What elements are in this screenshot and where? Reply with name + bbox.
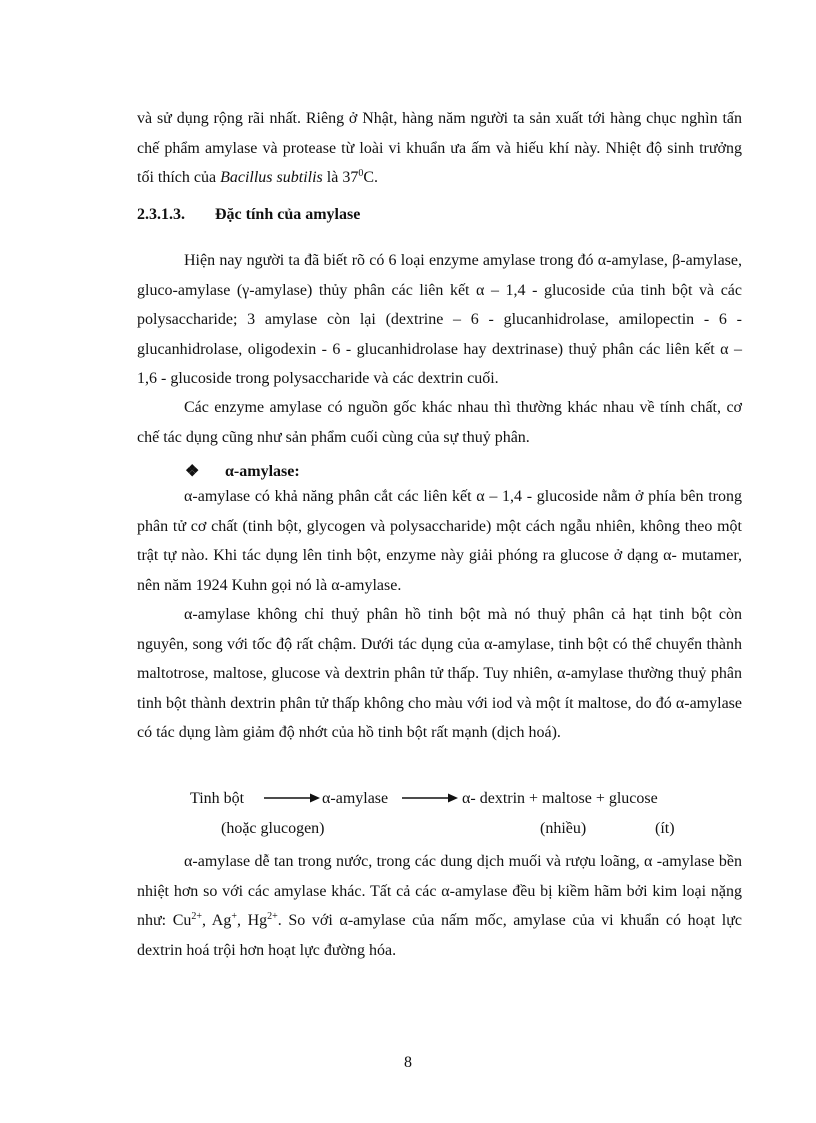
paragraph-alpha-cleavage: α-amylase có khả năng phân cắt các liên kết α – 1,4 - glucoside nằm ở phía bên trong phân tử cơ chất (tinh bột, glycogen và polysaccharide) một cách ngẫu nhiên, không theo một trật tự nào. Khi tác dụng lên tinh bột, enzyme này giải phóng ra glucose ở dạng α- mutamer, nên năm 1924 Kuhn gọi nó là α-amylase. (137, 488, 742, 594)
bullet-label: α-amylase: (225, 463, 300, 480)
intro-line-3-prefix: Nhiệt độ sinh trưởng tối thích của (137, 139, 743, 186)
degree-superscript: 0 (358, 168, 364, 179)
paragraph-alpha-properties (137, 847, 742, 965)
silver-symbol: , Ag (202, 912, 232, 929)
section-title: Đặc tính của amylase (215, 206, 361, 223)
mercury-charge: 2+ (267, 911, 278, 922)
reaction-note-few: (ít) (655, 820, 675, 837)
paragraph-alpha-hydrolysis: α-amylase không chỉ thuỷ phân hồ tinh bột mà nó thuỷ phân cả hạt tinh bột còn nguyên, song với tốc độ rất chậm. Dưới tác dụng của α-amylase, tinh bột có thể chuyển thành maltotrose, maltose, glucose và dextrin phân tử thấp. Tuy nhiên, α-amylase thường thuỷ phân tinh bột thành dextrin phân tử thấp không cho màu với iod và một ít maltose, do đó α-amylase có tác dụng làm giảm độ nhớt của hồ tinh bột rất mạnh (dịch hoá). (137, 606, 742, 741)
reaction-products: α- dextrin + maltose + glucose (462, 790, 658, 807)
reaction-note-many: (nhiều) (540, 820, 587, 837)
paragraph-amylase-origin: Các enzyme amylase có nguồn gốc khác nhau thì thường khác nhau về tính chất, cơ chế tác dụng cũng như sản phẩm cuối cùng của sự thuỷ phân. (137, 399, 742, 446)
intro-line-2: nghìn tấn chế phẩm amylase và protease từ loài vi khuẩn ưa ấm và hiếu khí này. (137, 110, 742, 157)
copper-charge: 2+ (191, 911, 203, 922)
properties-text: α-amylase dễ tan trong nước, trong các dung dịch muối và rượu loãng, α -amylase bền nhiệt hơn so với các amylase khác. Tất cả các α-amylase đều bị kiềm hãm bởi kim loại nặng như: Cu (137, 853, 742, 929)
intro-line-3-suffix: C. (363, 169, 378, 186)
reaction-arrow-icon (402, 790, 458, 806)
silver-charge: + (231, 911, 237, 922)
mercury-symbol: , Hg (236, 912, 268, 929)
intro-line-1: và sử dụng rộng rãi nhất. Riêng ở Nhật, hàng năm người ta sản xuất tới hàng chục (137, 110, 677, 127)
paragraph-amylase-types: Hiện nay người ta đã biết rõ có 6 loại enzyme amylase trong đó α-amylase, β-amylase, gluco-amylase (γ-amylase) thủy phân các liên kết α – 1,4 - glucoside của tinh bột và các polysaccharide; 3 amylase còn lại (dextrine – 6 - glucanhidrolase, amilopectin - 6 - glucanhidrolase, oligodexin - 6 - glucanhidrolase hay dextrinase) thuỷ phân các liên kết α – 1,6 - glucoside trong polysaccharide và các dextrin cuối. (137, 252, 742, 387)
reaction-substrate: Tinh bột (190, 790, 245, 807)
section-number: 2.3.1.3. (137, 206, 185, 223)
properties-conclusion: . So với α-amylase của nấm mốc, amylase của vi khuẩn có hoạt lực dextrin hoá trội hơn hoạt lực đường hóa. (137, 912, 743, 959)
reaction-arrow-icon (264, 790, 320, 806)
section-heading (137, 200, 360, 229)
intro-line-3-middle: là 37 (322, 169, 359, 186)
reaction-note-substrate: (hoặc glucogen) (221, 820, 325, 837)
page-number: 8 (404, 1054, 412, 1071)
reaction-enzyme: α-amylase (322, 790, 389, 807)
diamond-bullet-icon: ❖ (185, 463, 200, 480)
species-name: Bacillus subtilis (220, 169, 323, 186)
paragraph-intro (137, 104, 742, 193)
